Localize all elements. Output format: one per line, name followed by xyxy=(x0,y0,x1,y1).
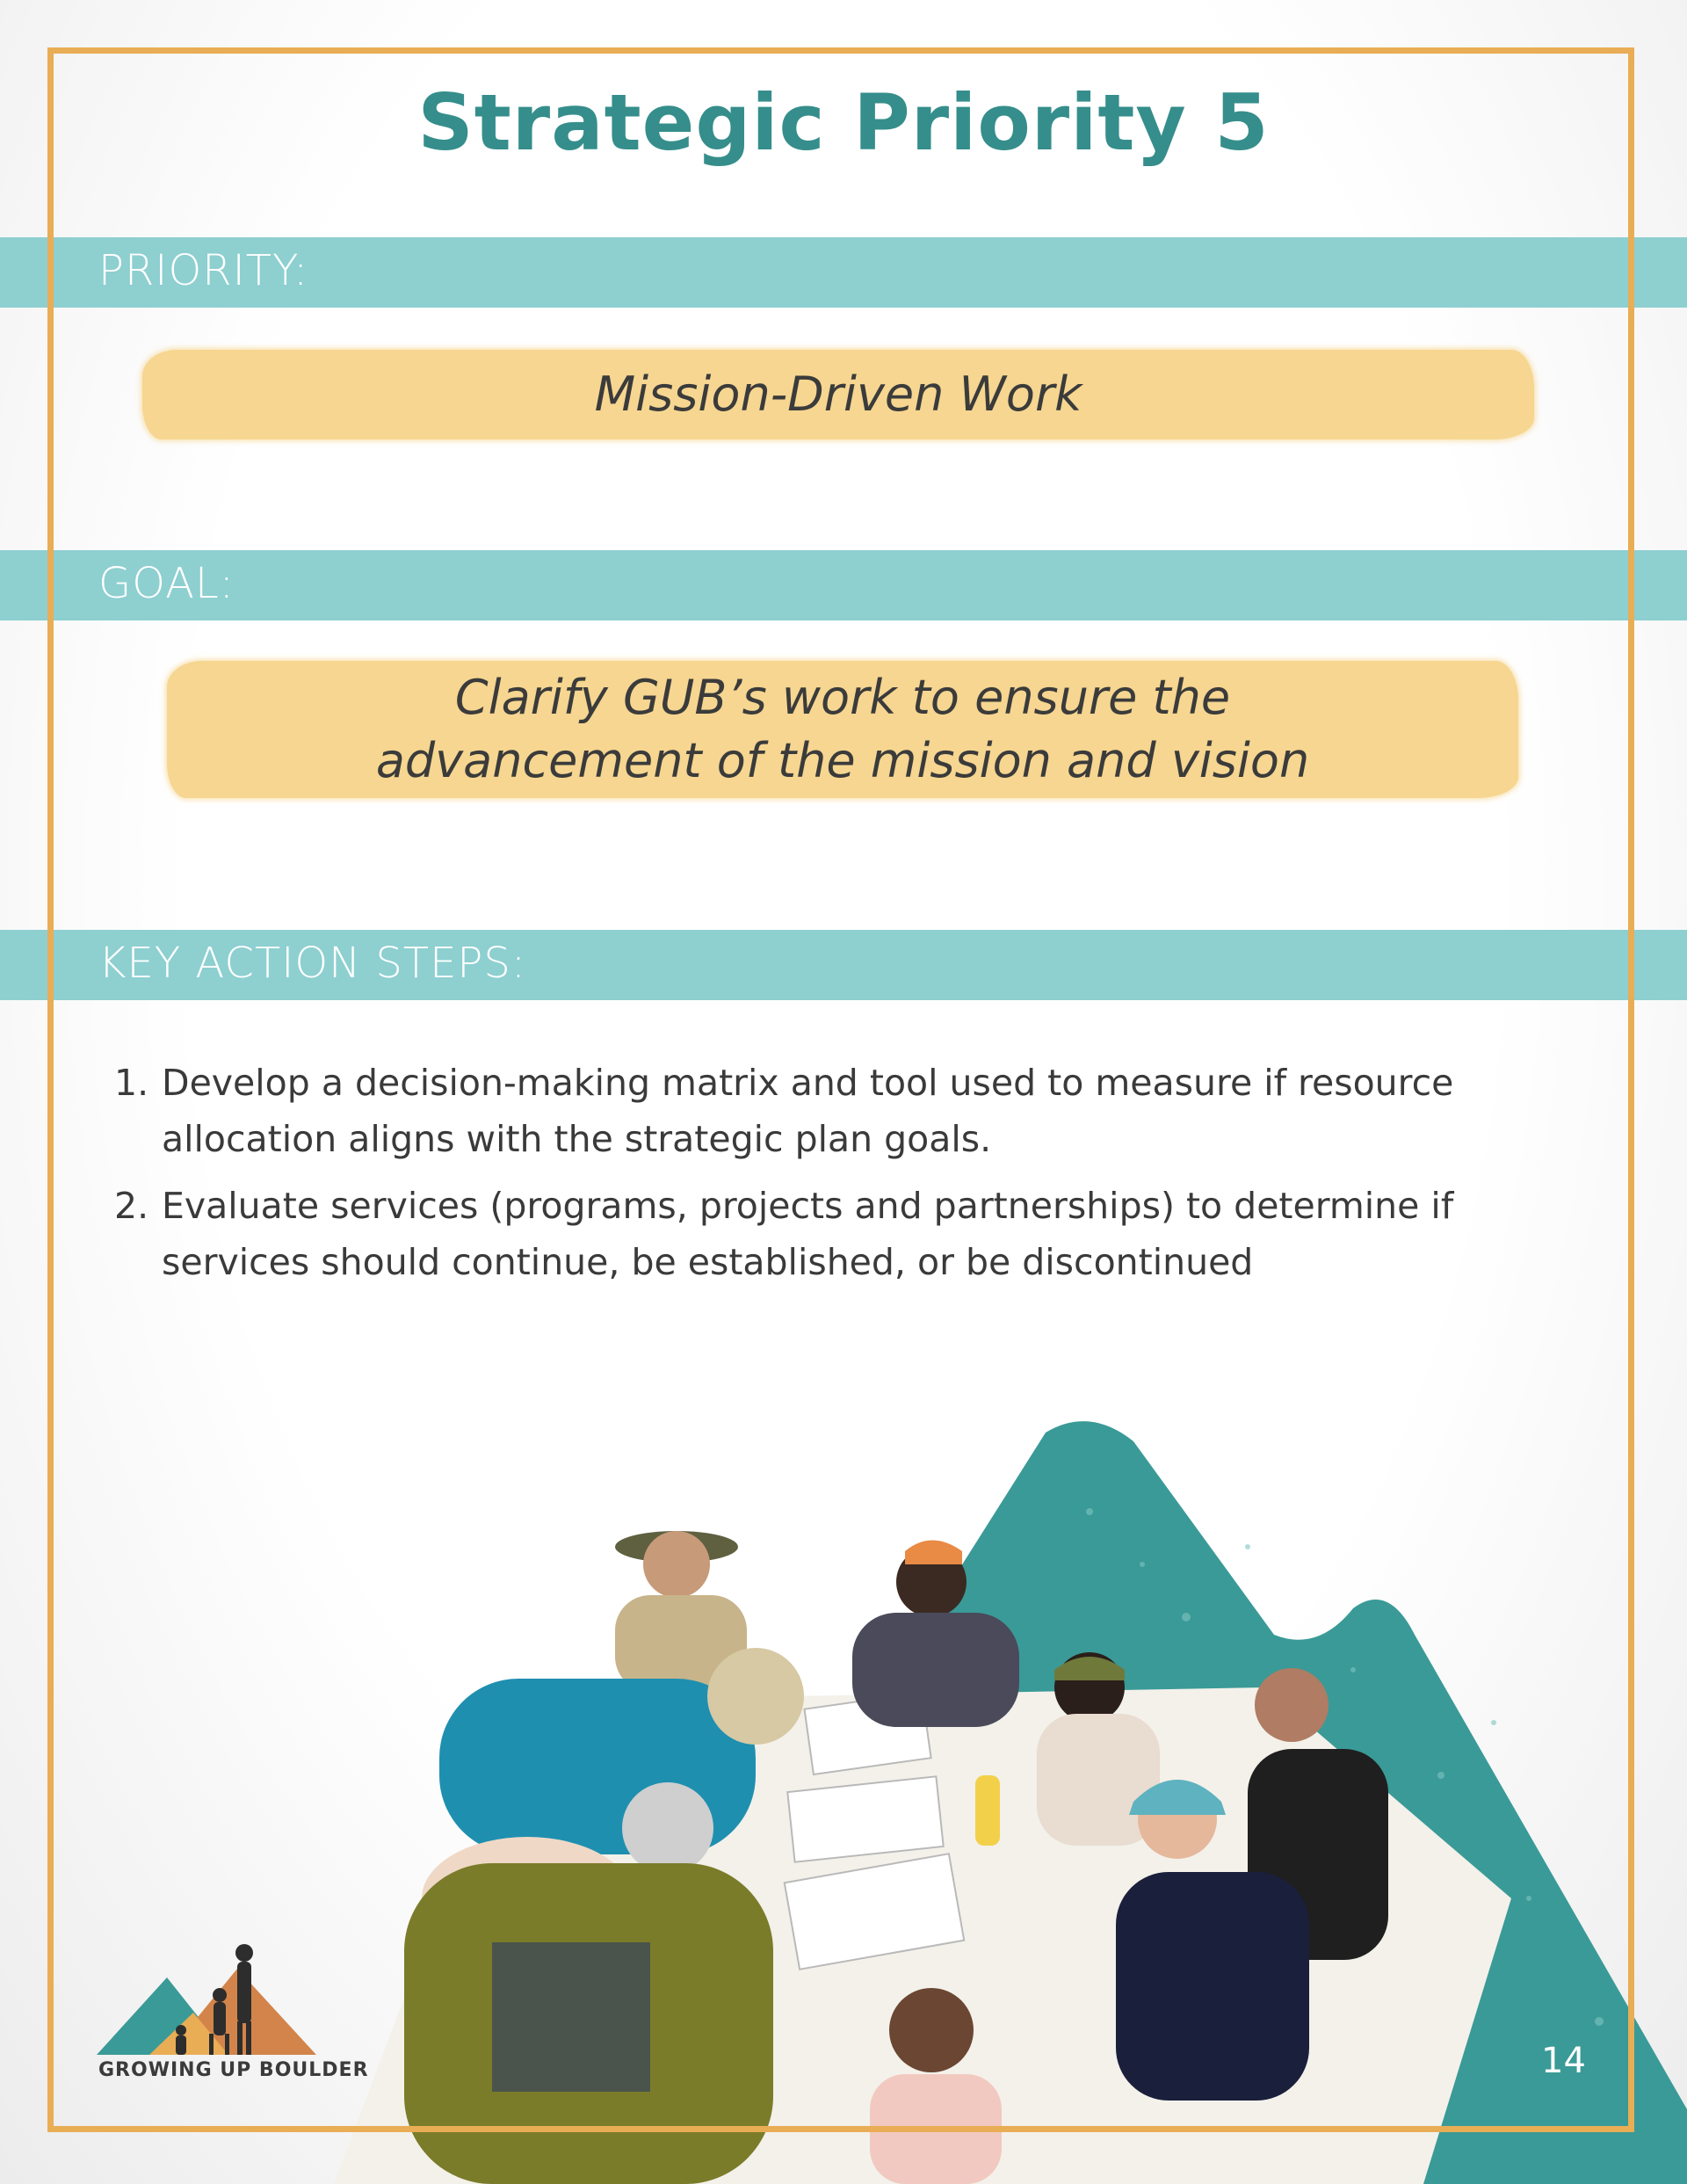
page-number: 14 xyxy=(1541,2041,1586,2081)
actions-label: KEY ACTION STEPS: xyxy=(98,939,527,988)
group-activity-photo xyxy=(299,1406,1687,2184)
action-step-text-line1: Develop a decision-making matrix and tool used to measure if resource xyxy=(162,1062,1454,1104)
priority-band xyxy=(0,237,1687,308)
action-step-text-line1: Evaluate services (programs, projects and partnerships) to determine if xyxy=(162,1185,1454,1227)
goal-label: GOAL: xyxy=(98,559,235,608)
goal-text-line2: advancement of the mission and vision xyxy=(375,733,1310,788)
goal-band xyxy=(0,550,1687,620)
priority-highlight xyxy=(142,350,1534,439)
goal-text-line1: Clarify GUB’s work to ensure the xyxy=(454,670,1231,725)
priority-text: Mission-Driven Work xyxy=(594,366,1082,422)
action-step-number: 2. xyxy=(114,1185,149,1227)
action-steps-list xyxy=(114,1055,1538,1301)
action-step-number: 1. xyxy=(114,1062,149,1104)
growing-up-boulder-logo xyxy=(97,1934,343,2057)
priority-label: PRIORITY: xyxy=(98,246,309,295)
action-step xyxy=(114,1178,1538,1290)
page-title: Strategic Priority 5 xyxy=(417,77,1270,168)
goal-highlight xyxy=(167,661,1518,798)
action-step-text-line2: allocation aligns with the strategic plan goals. xyxy=(162,1118,992,1160)
action-step-text-line2: services should continue, be established, or be discontinued xyxy=(162,1241,1254,1283)
actions-band xyxy=(0,930,1687,1000)
logo-text: GROWING UP BOULDER xyxy=(98,2059,369,2081)
action-step xyxy=(114,1055,1538,1167)
